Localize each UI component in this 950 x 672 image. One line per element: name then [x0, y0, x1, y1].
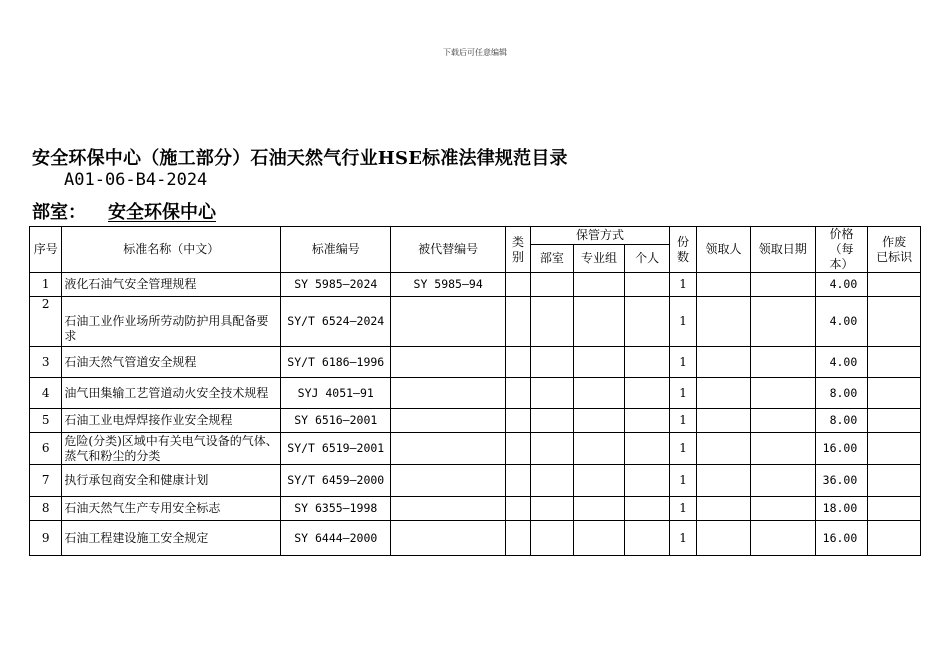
cell-void-mark [868, 273, 921, 297]
cell-name: 石油天然气管道安全规程 [62, 347, 281, 378]
cell-receive-date [750, 347, 815, 378]
cell-category [505, 497, 530, 521]
cell-category [505, 521, 530, 556]
cell-storage-group [573, 409, 625, 433]
cell-replaced [391, 378, 505, 409]
cell-receiver [697, 273, 751, 297]
cell-copies: 1 [669, 521, 696, 556]
cell-receive-date [750, 409, 815, 433]
cell-storage-dept [531, 273, 574, 297]
cell-price: 36.00 [815, 465, 868, 497]
cell-copies: 1 [669, 433, 696, 465]
header-code: 标准编号 [281, 227, 391, 273]
cell-storage-dept [531, 497, 574, 521]
cell-code: SY 6444—2000 [281, 521, 391, 556]
header-storage-dept: 部室 [531, 245, 574, 273]
cell-name: 石油工业作业场所劳动防护用具配备要求 [62, 297, 281, 347]
cell-price: 8.00 [815, 409, 868, 433]
header-void-mark: 作废 已标识 [868, 227, 921, 273]
header-storage-group: 专业组 [573, 245, 625, 273]
cell-storage-dept [531, 378, 574, 409]
cell-storage-person [625, 433, 670, 465]
cell-void-mark [868, 497, 921, 521]
cell-seq: 2 [30, 297, 62, 347]
cell-category [505, 433, 530, 465]
header-replaced: 被代替编号 [391, 227, 505, 273]
cell-void-mark [868, 297, 921, 347]
cell-seq: 6 [30, 433, 62, 465]
cell-seq: 1 [30, 273, 62, 297]
cell-replaced [391, 409, 505, 433]
cell-seq: 4 [30, 378, 62, 409]
header-copies: 份 数 [669, 227, 696, 273]
cell-void-mark [868, 465, 921, 497]
table-row [30, 378, 921, 409]
cell-storage-group [573, 497, 625, 521]
cell-storage-person [625, 378, 670, 409]
cell-seq: 9 [30, 521, 62, 556]
header-receive-date: 领取日期 [750, 227, 815, 273]
cell-storage-dept [531, 433, 574, 465]
cell-receive-date [750, 378, 815, 409]
cell-copies: 1 [669, 409, 696, 433]
table-row [30, 521, 921, 556]
header-seq: 序号 [30, 227, 62, 273]
cell-receiver [697, 521, 751, 556]
cell-receiver [697, 347, 751, 378]
cell-code: SYJ 4051—91 [281, 378, 391, 409]
header-price: 价格 （每 本） [815, 227, 868, 273]
standards-table [29, 226, 921, 556]
cell-replaced [391, 497, 505, 521]
cell-storage-dept [531, 409, 574, 433]
cell-replaced [391, 465, 505, 497]
cell-name: 石油天然气生产专用安全标志 [62, 497, 281, 521]
cell-price: 4.00 [815, 347, 868, 378]
cell-seq: 7 [30, 465, 62, 497]
cell-code: SY/T 6519—2001 [281, 433, 391, 465]
cell-storage-person [625, 521, 670, 556]
table-row [30, 273, 921, 297]
cell-replaced [391, 347, 505, 378]
cell-category [505, 465, 530, 497]
cell-storage-person [625, 409, 670, 433]
cell-name: 危险(分类)区域中有关电气设备的气体、蒸气和粉尘的分类 [62, 433, 281, 465]
cell-storage-group [573, 273, 625, 297]
cell-receiver [697, 465, 751, 497]
cell-copies: 1 [669, 378, 696, 409]
cell-price: 4.00 [815, 297, 868, 347]
cell-name: 油气田集输工艺管道动火安全技术规程 [62, 378, 281, 409]
cell-replaced [391, 521, 505, 556]
cell-category [505, 347, 530, 378]
table-row [30, 497, 921, 521]
cell-copies: 1 [669, 297, 696, 347]
cell-receive-date [750, 465, 815, 497]
cell-receive-date [750, 497, 815, 521]
table-row [30, 465, 921, 497]
cell-name: 液化石油气安全管理规程 [62, 273, 281, 297]
cell-category [505, 409, 530, 433]
cell-void-mark [868, 433, 921, 465]
header-storage: 保管方式 [531, 227, 670, 245]
cell-category [505, 378, 530, 409]
cell-name: 执行承包商安全和健康计划 [62, 465, 281, 497]
cell-price: 8.00 [815, 378, 868, 409]
header-category: 类 别 [505, 227, 530, 273]
cell-code: SY/T 6186—1996 [281, 347, 391, 378]
cell-storage-group [573, 347, 625, 378]
cell-replaced [391, 297, 505, 347]
cell-receive-date [750, 433, 815, 465]
cell-price: 18.00 [815, 497, 868, 521]
cell-storage-group [573, 297, 625, 347]
cell-void-mark [868, 521, 921, 556]
cell-storage-person [625, 465, 670, 497]
cell-seq: 3 [30, 347, 62, 378]
cell-price: 16.00 [815, 521, 868, 556]
department-label: 部室： [32, 202, 86, 223]
cell-storage-person [625, 273, 670, 297]
cell-storage-person [625, 497, 670, 521]
cell-name: 石油工程建设施工安全规定 [62, 521, 281, 556]
cell-seq: 8 [30, 497, 62, 521]
cell-storage-person [625, 297, 670, 347]
cell-receive-date [750, 297, 815, 347]
watermark-text: 下载后可任意编辑 [443, 48, 507, 57]
cell-copies: 1 [669, 273, 696, 297]
cell-storage-dept [531, 465, 574, 497]
cell-code: SY/T 6524—2024 [281, 297, 391, 347]
cell-copies: 1 [669, 347, 696, 378]
document-title: 安全环保中心（施工部分）石油天然气行业HSE标准法律规范目录 [32, 148, 568, 169]
cell-storage-dept [531, 347, 574, 378]
cell-storage-dept [531, 521, 574, 556]
cell-void-mark [868, 347, 921, 378]
header-storage-person: 个人 [625, 245, 670, 273]
cell-code: SY 6516—2001 [281, 409, 391, 433]
cell-price: 4.00 [815, 273, 868, 297]
cell-replaced: SY 5985—94 [391, 273, 505, 297]
table-row [30, 433, 921, 465]
department-line [32, 198, 216, 224]
cell-category [505, 297, 530, 347]
cell-receiver [697, 497, 751, 521]
cell-void-mark [868, 378, 921, 409]
table-row [30, 297, 921, 347]
cell-storage-group [573, 465, 625, 497]
cell-storage-person [625, 347, 670, 378]
cell-price: 16.00 [815, 433, 868, 465]
cell-copies: 1 [669, 465, 696, 497]
document-code: A01-06-B4-2024 [64, 170, 208, 190]
header-name: 标准名称（中文） [62, 227, 281, 273]
table-row [30, 347, 921, 378]
cell-storage-group [573, 433, 625, 465]
cell-name: 石油工业电焊焊接作业安全规程 [62, 409, 281, 433]
cell-receiver [697, 409, 751, 433]
cell-receive-date [750, 521, 815, 556]
department-value: 安全环保中心 [108, 202, 216, 223]
cell-receiver [697, 378, 751, 409]
cell-seq: 5 [30, 409, 62, 433]
cell-category [505, 273, 530, 297]
cell-storage-dept [531, 297, 574, 347]
cell-receiver [697, 433, 751, 465]
cell-code: SY 5985—2024 [281, 273, 391, 297]
cell-receive-date [750, 273, 815, 297]
cell-code: SY/T 6459—2000 [281, 465, 391, 497]
cell-storage-group [573, 521, 625, 556]
cell-replaced [391, 433, 505, 465]
cell-code: SY 6355—1998 [281, 497, 391, 521]
table-row [30, 409, 921, 433]
cell-receiver [697, 297, 751, 347]
header-receiver: 领取人 [697, 227, 751, 273]
cell-copies: 1 [669, 497, 696, 521]
cell-void-mark [868, 409, 921, 433]
cell-storage-group [573, 378, 625, 409]
